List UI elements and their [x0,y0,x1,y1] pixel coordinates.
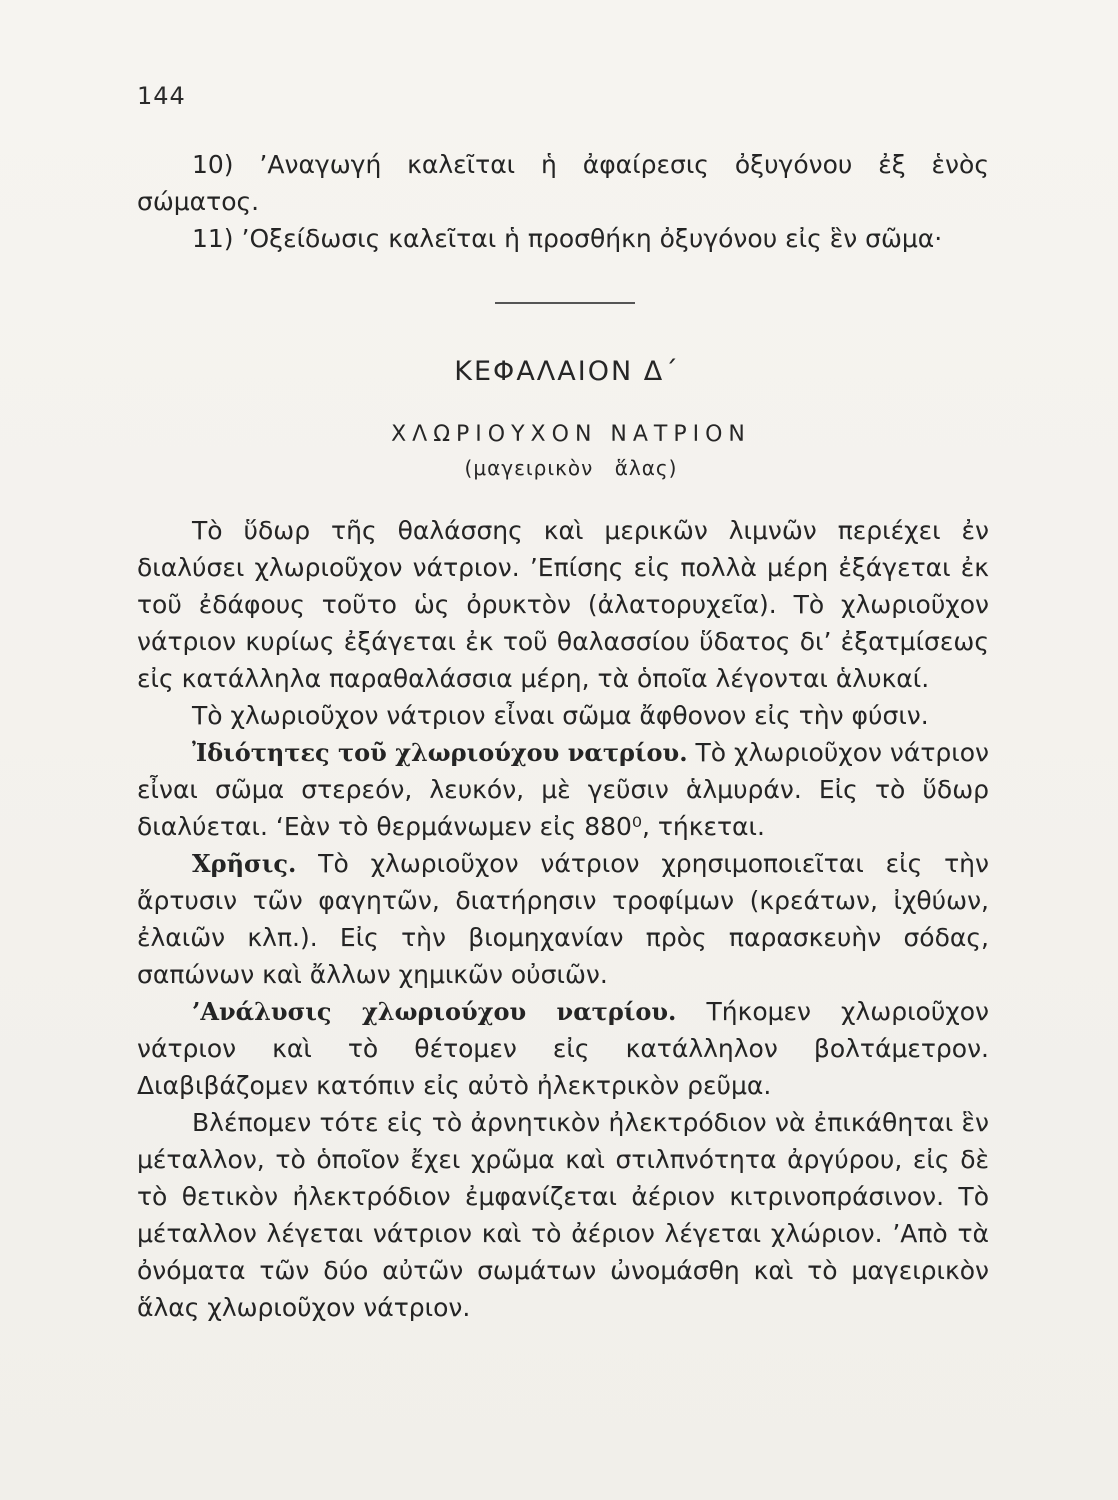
page-number: 144 [137,82,186,110]
paragraph-abundance [137,697,989,734]
paragraph-uses [137,845,989,993]
chapter-title: ΧΛΩΡΙΟΥΧΟΝ ΝΑΤΡΙΟΝ [391,422,751,447]
paragraph-heading: Χρῆσις. [192,849,297,878]
paragraph-text: Τὸ χλωριοῦχον νάτριον χρησιμοποιεῖται εἰς τὴν ἄρτυσιν τῶν φαγητῶν, διατήρησιν τροφίμων (κρεάτων, ἰχθύων, ἐλαιῶν κλπ.). Εἰς τὴν βιομηχανίαν πρὸς παρασκευὴν σόδας, σαπώνων καὶ ἄλλων χημικῶν οὐσιῶν. [137,849,989,989]
chapter-body [137,512,989,1326]
definition-10: 10) ’Αναγωγή καλεῖται ἡ ἀφαίρεσις ὀξυγόνου ἐξ ἑνὸς σώματος. [137,150,989,216]
paragraph-heading: ’Ανάλυσις χλωριούχου νατρίου. [192,997,677,1026]
paragraph-text: Τὸ ὕδωρ τῆς θαλάσσης καὶ μερικῶν λιμνῶν περιέχει ἐν διαλύσει χλωριοῦχον νάτριον. ’Επίσης εἰς πολλὰ μέρη ἐξάγεται ἐκ τοῦ ἐδάφους τοῦτο ὡς ὀρυκτὸν (ἀλατορυχεῖα). Τὸ χλωριοῦχον νάτριον κυρίως ἐξάγεται ἐκ τοῦ θαλασσίου ὕδατος δι’ ἐξατμίσεως εἰς κατάλληλα παραθαλάσσια μέρη, τὰ ὁποῖα λέγονται ἁλυκαί. [137,516,989,693]
paragraph-heading: Ἰδιότητες τοῦ χλωριούχου νατρίου. [192,738,688,767]
section-divider [495,302,635,304]
paragraph-occurrence [137,512,989,697]
chapter-subtitle: (μαγειρικὸν ἅλας) [464,456,678,480]
paragraph-text: Βλέπομεν τότε εἰς τὸ ἀρνητικὸν ἠλεκτρόδιον νὰ ἐπικάθηται ἓν μέταλλον, τὸ ὁποῖον ἔχει χρῶμα καὶ στιλπνότητα ἀργύρου, εἰς δὲ τὸ θετικὸν ἠλεκτρόδιον ἐμφανίζεται ἀέριον κιτρινοπράσινον. Τὸ μέταλλον λέγεται νάτριον καὶ τὸ ἀέριον λέγεται χλώριον. ’Απὸ τὰ ὀνόματα τῶν δύο αὐτῶν σωμάτων ὠνομάσθη καὶ τὸ μαγειρικὸν ἅλας χλωριοῦχον νάτριον. [137,1108,989,1322]
definition-11: 11) ’Οξείδωσις καλεῖται ἡ προσθήκη ὀξυγόνου εἰς ἓν σῶμα· [192,224,943,253]
paragraph-text: Τὸ χλωριοῦχον νάτριον εἶναι σῶμα στερεόν, λευκόν, μὲ γεῦσιν ἁλμυράν. Εἰς τὸ ὕδωρ διαλύεται. ‘Εὰν τὸ θερμάνωμεν εἰς 880⁰, τήκεται. [137,738,990,841]
definitions-list [137,146,989,257]
paragraph-properties [137,734,989,845]
paragraph-electrolysis-result [137,1104,989,1326]
paragraph-analysis [137,993,989,1104]
paragraph-text: Τὸ χλωριοῦχον νάτριον εἶναι σῶμα ἄφθονον εἰς τὴν φύσιν. [192,701,929,730]
chapter-heading: ΚΕΦΑΛΑΙΟΝ Δ΄ [454,356,680,387]
paragraph-text: Τήκομεν χλωριοῦχον νάτριον καὶ τὸ θέτομεν εἰς κατάλληλον βολτάμετρον. Διαβιβάζομεν κατόπιν εἰς αὐτὸ ἠλεκτρικὸν ρεῦμα. [137,997,990,1100]
